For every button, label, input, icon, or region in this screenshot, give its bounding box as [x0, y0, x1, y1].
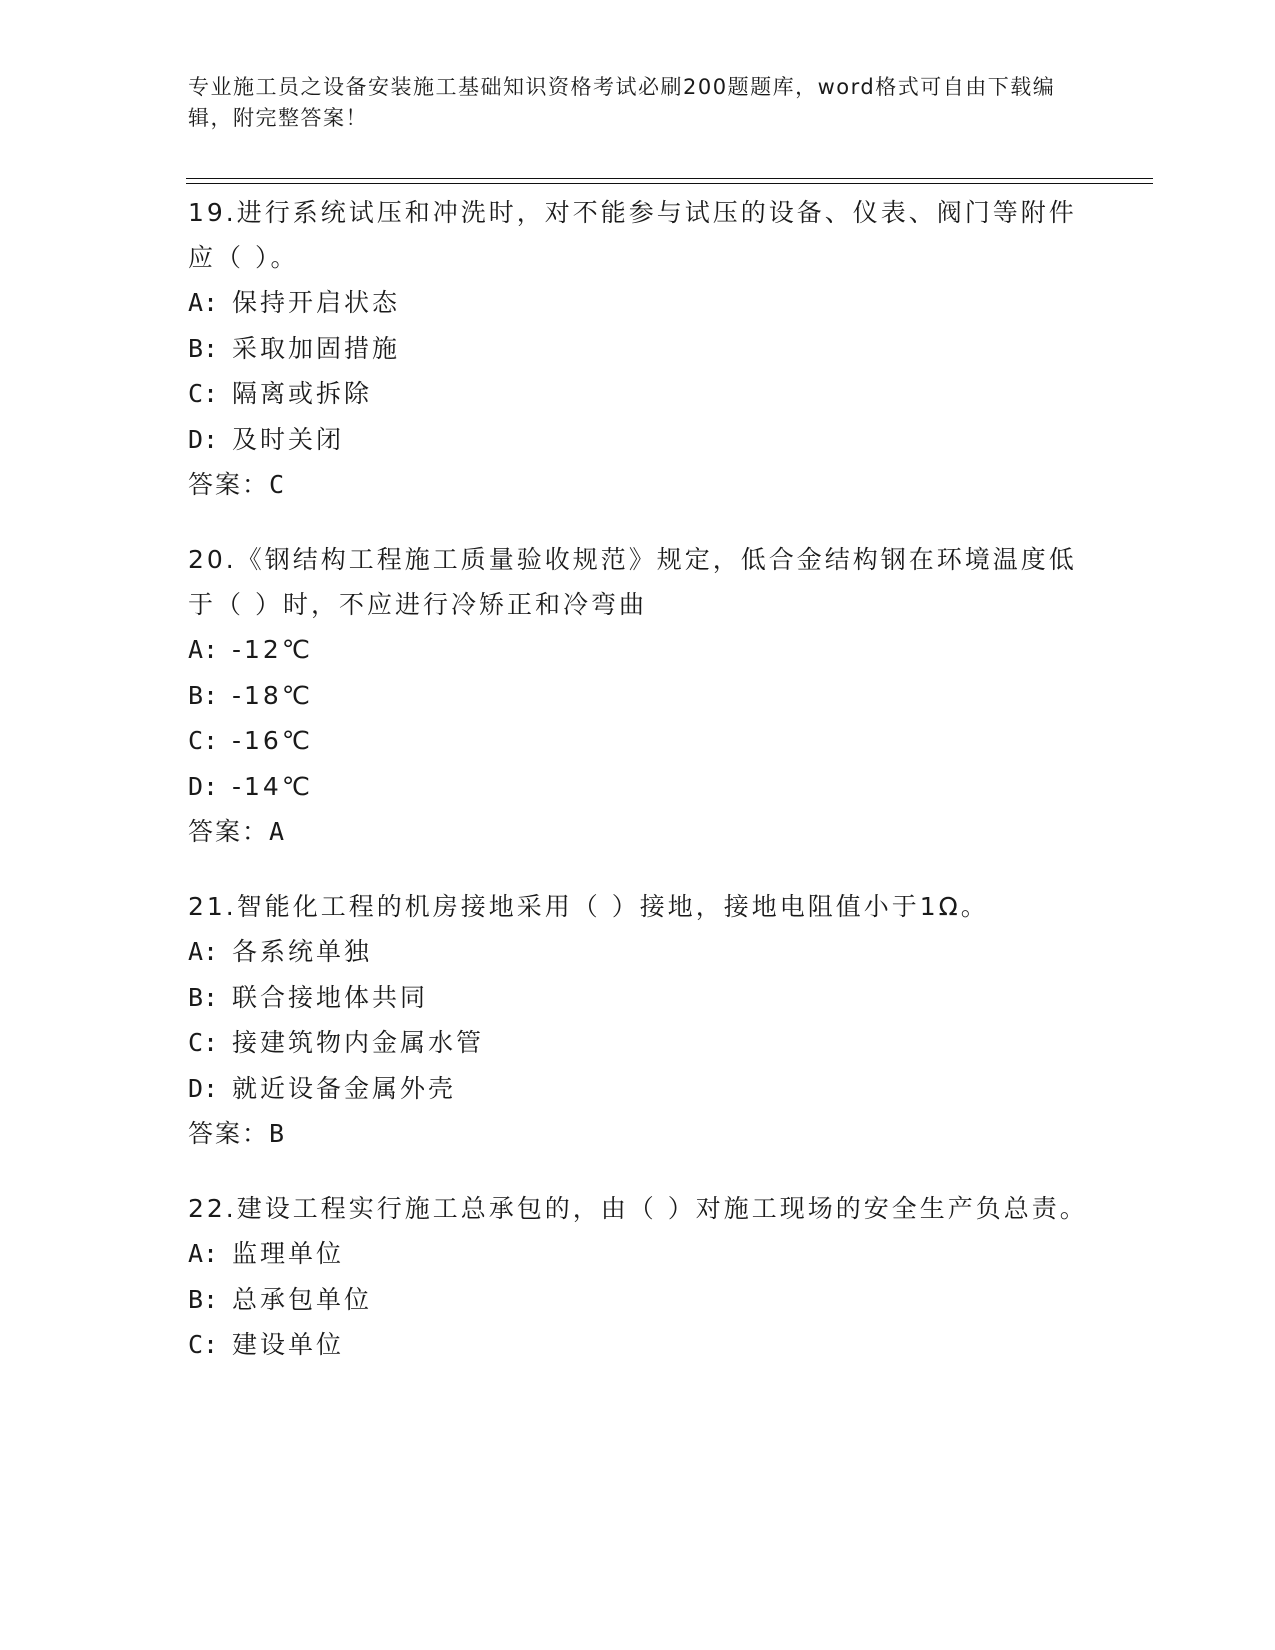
option-text: 监理单位 [232, 1239, 345, 1268]
option-text: -12℃ [232, 635, 313, 664]
option-c [188, 371, 1088, 417]
option-text: -18℃ [232, 680, 313, 710]
answer-value: A [269, 817, 287, 846]
option-a [188, 1231, 1088, 1277]
answer-line [188, 462, 1088, 507]
option-text: 总承包单位 [232, 1284, 373, 1314]
option-text: 及时关闭 [232, 424, 345, 454]
option-letter: D: [188, 1073, 219, 1103]
option-text: 保持开启状态 [232, 288, 401, 317]
question-text: 22.建设工程实行施工总承包的，由（ ）对施工现场的安全生产负总责。 [188, 1194, 1088, 1223]
option-letter: B: [188, 333, 219, 363]
answer-line [188, 1111, 1088, 1156]
option-text: 接建筑物内金属水管 [232, 1028, 485, 1057]
answer-label: 答案： [188, 817, 270, 846]
option-text: 各系统单独 [232, 937, 373, 966]
header-text: 专业施工员之设备安装施工基础知识资格考试必刷200题题库，word格式可自由下载编辑，附完整答案！ [188, 75, 1056, 130]
option-letter: C: [188, 1330, 219, 1359]
option-letter: C: [188, 379, 219, 408]
option-letter: A: [188, 1239, 219, 1268]
option-a [188, 929, 1088, 975]
header-rule-bottom [186, 183, 1153, 184]
option-d [188, 764, 1088, 810]
document-header [188, 72, 1068, 134]
option-letter: A: [188, 937, 219, 966]
question-text: 20.《钢结构工程施工质量验收规范》规定，低合金结构钢在环境温度低于（ ）时，不应进行冷矫正和冷弯曲 [188, 545, 1077, 619]
option-b [188, 1277, 1088, 1323]
question-text: 21.智能化工程的机房接地采用（ ）接地，接地电阻值小于1Ω。 [188, 892, 989, 921]
question-20 [188, 537, 1088, 854]
option-a [188, 627, 1088, 673]
question-19 [188, 190, 1088, 507]
answer-value: B [269, 1119, 287, 1148]
option-text: 就近设备金属外壳 [232, 1073, 457, 1103]
option-letter: A: [188, 288, 219, 317]
answer-label: 答案： [188, 1119, 270, 1148]
option-letter: D: [188, 424, 219, 454]
question-list [188, 190, 1088, 1398]
option-text: 隔离或拆除 [232, 379, 373, 408]
option-letter: C: [188, 1028, 219, 1057]
option-c [188, 718, 1088, 764]
option-c [188, 1322, 1088, 1368]
option-letter: B: [188, 1284, 219, 1314]
answer-line [188, 809, 1088, 854]
question-21 [188, 884, 1088, 1156]
option-b [188, 673, 1088, 719]
option-text: 建设单位 [232, 1330, 345, 1359]
option-text: 采取加固措施 [232, 333, 401, 363]
question-22 [188, 1186, 1088, 1368]
option-d [188, 1066, 1088, 1112]
option-text: 联合接地体共同 [232, 982, 429, 1012]
option-letter: A: [188, 635, 219, 664]
option-a [188, 280, 1088, 326]
option-letter: C: [188, 726, 219, 755]
option-text: -16℃ [232, 726, 313, 755]
option-text: -14℃ [232, 771, 313, 801]
option-c [188, 1020, 1088, 1066]
answer-label: 答案： [188, 470, 270, 499]
answer-value: C [269, 470, 287, 499]
option-letter: B: [188, 680, 219, 710]
option-d [188, 417, 1088, 463]
header-rule-top [186, 178, 1153, 179]
option-letter: B: [188, 982, 219, 1012]
option-b [188, 975, 1088, 1021]
question-text: 19.进行系统试压和冲洗时，对不能参与试压的设备、仪表、阀门等附件应（ ）。 [188, 198, 1077, 272]
option-b [188, 326, 1088, 372]
option-letter: D: [188, 771, 219, 801]
